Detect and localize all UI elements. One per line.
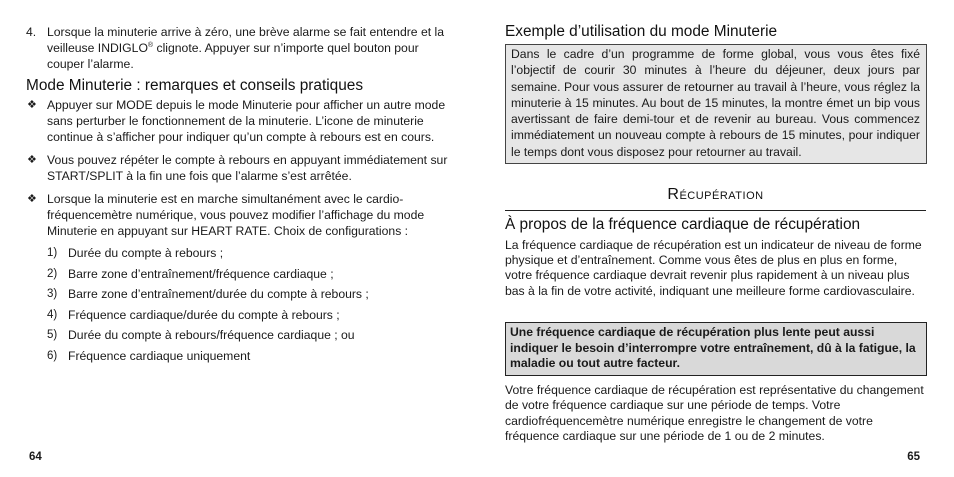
option-text: Fréquence cardiaque/durée du compte à rebours ;: [68, 307, 340, 322]
recovery-paragraph: La fréquence cardiaque de récupération est un indicateur de niveau de forme physique et d’entraînement. Comme vous êtes de plus en plus en forme, votre fréquence cardiaque devrait revenir plus rapidement à un niveau plus bas à la fin de votre activité, indiquant une meilleure forme cardiovasculaire.: [505, 238, 922, 298]
right-page: [505, 0, 926, 477]
warning-box: Une fréquence cardiaque de récupération plus lente peut aussi indiquer le besoin d’interrompre votre entraînement, dû à la fatigue, la maladie ou tout autre facteur.: [505, 322, 927, 376]
step-text: [47, 24, 451, 72]
tip-item: [26, 152, 451, 184]
section-title: Récupération: [667, 186, 764, 203]
example-box: Dans le cadre d’un programme de forme global, vous vous êtes fixé l’objectif de courir 30 minutes à l’heure du déjeuner, deux jours par semaine. Pour vous assurer de retourner au travail à l’heure, vous réglez la minuterie à 15 minutes. Au bout de 15 minutes, la montre émet un bip vous avertissant de faire demi-tour et de revenir au bureau. Vous commencez immédiatement un nouveau compte à rebours de 15 minutes, pour indiquer le temps dont vous disposez pour retourner au travail.: [505, 44, 927, 164]
registered-mark: ®: [147, 41, 154, 49]
page-number-right: 65: [907, 451, 920, 463]
tip-text: Vous pouvez répéter le compte à rebours en appuyant immédiatement sur START/SPLIT à la fin une fois que l’alarme s’est arrêtée.: [47, 153, 448, 183]
config-option: [47, 245, 451, 261]
tip-item: [26, 97, 451, 145]
option-text: Barre zone d’entraînement/durée du compte à rebours ;: [68, 287, 369, 301]
tip-item: [26, 191, 451, 364]
tips-heading: Mode Minuterie : remarques et conseils pratiques: [26, 77, 364, 94]
option-number: 1): [47, 247, 58, 259]
config-option: [47, 266, 451, 282]
left-page: [26, 0, 451, 477]
option-text: Barre zone d’entraînement/fréquence cardiaque ;: [68, 266, 334, 281]
option-text: Fréquence cardiaque uniquement: [68, 348, 251, 363]
config-option: [47, 307, 451, 323]
option-number: 4): [47, 308, 58, 321]
tips-list: [26, 97, 451, 371]
config-options-list: [47, 245, 451, 364]
diamond-bullet-icon: ❖: [27, 193, 37, 205]
config-option: [47, 348, 451, 364]
tip-text: Appuyer sur MODE depuis le mode Minuterie pour afficher un autre mode sans perturber le fonctionnement de la minuterie. L’icone de minuterie continue à s’afficher pour indiquer qu’un compte à rebours est en cours.: [47, 98, 446, 144]
step-number: 4.: [26, 25, 37, 39]
tip-text: Lorsque la minuterie est en marche simultanément avec le cardio-fréquencemètre numérique, vous pouvez modifier l’affichage du mode Minuterie en appuyant sur HEART RATE. Choix de configurations :: [47, 192, 425, 238]
diamond-bullet-icon: ❖: [27, 99, 37, 111]
example-heading: Exemple d’utilisation du mode Minuterie: [505, 23, 778, 40]
option-number: 5): [47, 329, 58, 341]
option-text: Durée du compte à rebours/fréquence cardiaque ; ou: [68, 328, 355, 342]
section-divider: [505, 210, 926, 211]
option-number: 3): [47, 288, 58, 300]
config-option: [47, 286, 451, 302]
config-option: [47, 327, 451, 343]
option-number: 6): [47, 349, 58, 362]
recovery-heading: À propos de la fréquence cardiaque de récupération: [505, 216, 861, 233]
page-number-left: 64: [29, 451, 42, 463]
step-text-part1: Lorsque la minuterie arrive à zéro, une brève alarme se fait entendre et la veilleuse INDIGLO: [47, 25, 444, 55]
recovery-paragraph-2: Votre fréquence cardiaque de récupération est représentative du changement de votre fréquence cardiaque sur une période de temps. Votre cardiofréquencemètre numérique enregistre le changement de votre fréquence cardiaque sur une période de 1 ou de 2 minutes.: [505, 383, 924, 443]
option-number: 2): [47, 267, 58, 280]
option-text: Durée du compte à rebours ;: [68, 246, 224, 260]
step-text-part2: clignote. Appuyer sur n’importe quel bouton pour couper l’alarme.: [47, 41, 419, 71]
diamond-bullet-icon: ❖: [27, 154, 37, 166]
numbered-step-4: [26, 24, 451, 72]
